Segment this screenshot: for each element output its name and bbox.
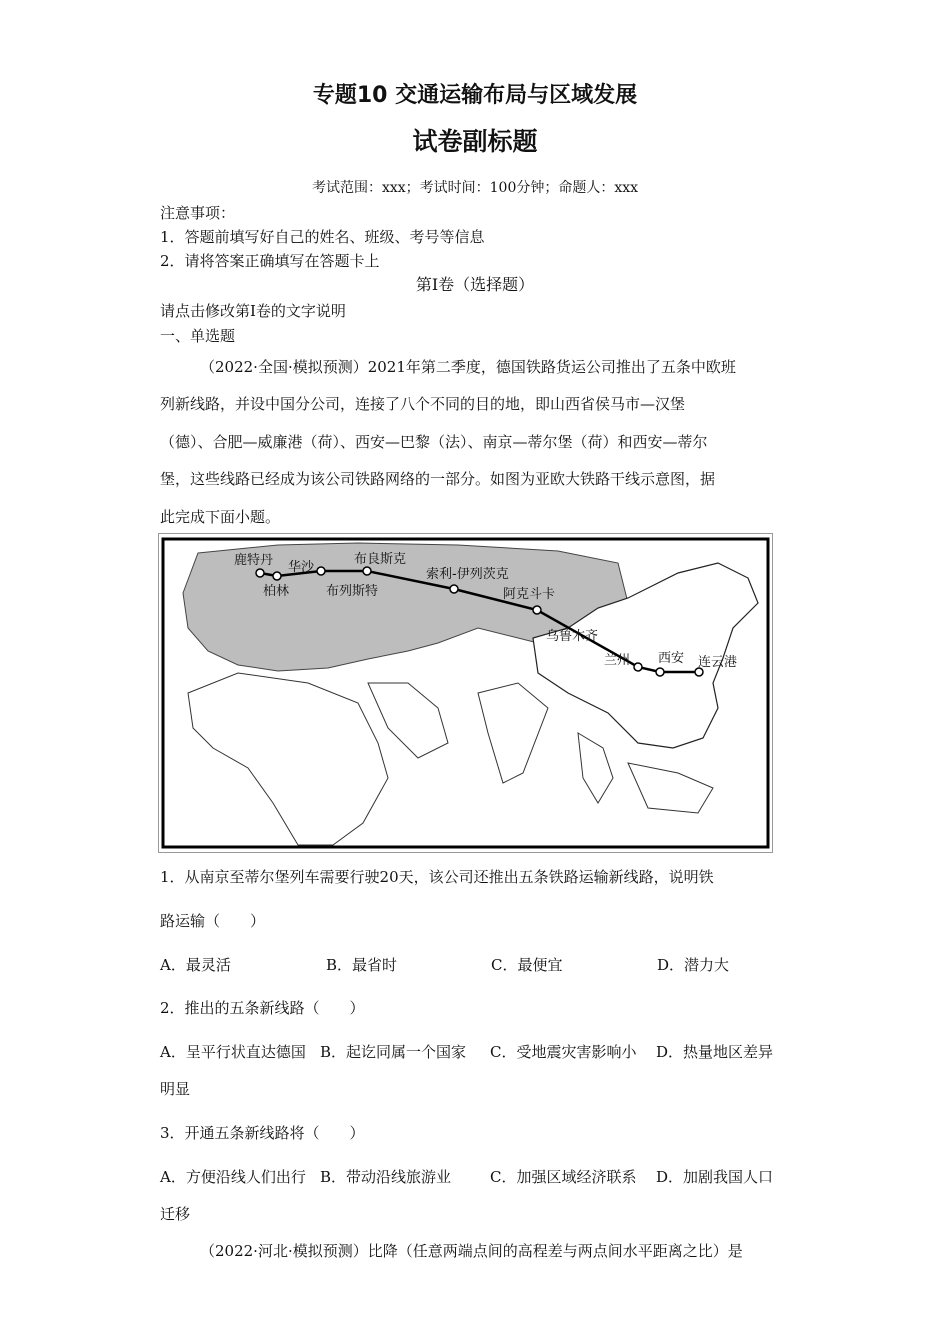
label-rotterdam: 鹿特丹 <box>234 553 274 568</box>
notice-item-2: 2．请将答案正确填写在答题卡上 <box>160 252 380 270</box>
station-lanzhou <box>634 663 642 671</box>
q2-option-c[interactable]: C．受地震灾害影响小 <box>490 1043 637 1061</box>
doc-title: 专题10 交通运输布局与区域发展 <box>312 83 638 108</box>
label-warsaw: 华沙 <box>288 560 315 575</box>
label-brest: 布列斯特 <box>326 584 379 599</box>
q1-option-b[interactable]: B．最省时 <box>326 956 398 974</box>
station-warsaw <box>317 567 325 575</box>
q3-stem: 3．开通五条新线路将（ ） <box>160 1124 365 1142</box>
q3-option-d[interactable]: D．加剧我国人口 <box>656 1168 774 1186</box>
passage1-line-3: （德）、合肥—威廉港（荷）、西安—巴黎（法）、南京—蒂尔堡（荷）和西安—蒂尔 <box>160 433 708 451</box>
exam-meta: 考试范围：xxx；考试时间：100分钟；命题人：xxx <box>311 180 639 196</box>
passage1-line-1: （2022·全国·模拟预测）2021年第二季度，德国铁路货运公司推出了五条中欧班 <box>200 358 736 376</box>
q3-option-a[interactable]: A．方便沿线人们出行 <box>160 1168 306 1186</box>
label-xian: 西安 <box>658 651 685 666</box>
q2-option-b[interactable]: B．起讫同属一个国家 <box>320 1043 467 1061</box>
q3-option-b[interactable]: B．带动沿线旅游业 <box>320 1168 452 1186</box>
passage2-line-1: （2022·河北·模拟预测）比降（任意两端点间的高程差与两点间水平距离之比）是 <box>200 1242 743 1260</box>
q2-option-d[interactable]: D．热量地区差异 <box>656 1043 774 1061</box>
label-bryansk: 布良斯克 <box>354 552 407 567</box>
station-aktogay <box>533 606 541 614</box>
label-lianyungang: 连云港 <box>698 655 738 670</box>
q3-option-d-cont: 迁移 <box>160 1205 191 1223</box>
eurasia-railway-map <box>158 533 773 853</box>
label-berlin: 柏林 <box>263 584 290 599</box>
notice-item-1: 1．答题前填写好自己的姓名、班级、考号等信息 <box>160 228 485 246</box>
q1-stem: 1．从南京至蒂尔堡列车需要行驶20天，该公司还推出五条铁路运输新线路，说明铁 <box>160 868 714 886</box>
passage1-line-4: 堡，这些线路已经成为该公司铁路网络的一部分。如图为亚欧大铁路干线示意图，据 <box>160 470 716 488</box>
station-berlin <box>273 572 281 580</box>
doc-subtitle: 试卷副标题 <box>412 127 538 156</box>
label-urumqi: 乌鲁木齐 <box>546 629 599 644</box>
label-sol-iletsk: 索利-伊列茨克 <box>426 567 509 582</box>
q1-option-c[interactable]: C．最便宜 <box>491 956 563 974</box>
q2-option-d-cont: 明显 <box>160 1080 191 1098</box>
section-note: 请点击修改第I卷的文字说明 <box>160 302 346 320</box>
notice-heading: 注意事项： <box>160 204 236 222</box>
q1-option-a[interactable]: A．最灵活 <box>160 956 231 974</box>
passage1-line-5: 此完成下面小题。 <box>160 508 281 526</box>
station-bryansk <box>363 567 371 575</box>
station-rotterdam <box>256 569 264 577</box>
section-title: 第I卷（选择题） <box>415 275 535 294</box>
q1-option-d[interactable]: D．潜力大 <box>657 956 730 974</box>
section-part: 一、单选题 <box>160 327 236 345</box>
q1-stem-cont: 路运输（ ） <box>160 912 266 930</box>
q2-stem: 2．推出的五条新线路（ ） <box>160 999 365 1017</box>
label-lanzhou: 兰州 <box>604 653 631 668</box>
q3-option-c[interactable]: C．加强区域经济联系 <box>490 1168 637 1186</box>
passage1-line-2: 列新线路，并设中国分公司，连接了八个不同的目的地，即山西省侯马市—汉堡 <box>160 395 686 413</box>
station-sol-iletsk <box>450 585 458 593</box>
station-xian <box>656 668 664 676</box>
label-aktogay: 阿克斗卡 <box>503 587 556 602</box>
q2-option-a[interactable]: A．呈平行状直达德国 <box>160 1043 306 1061</box>
